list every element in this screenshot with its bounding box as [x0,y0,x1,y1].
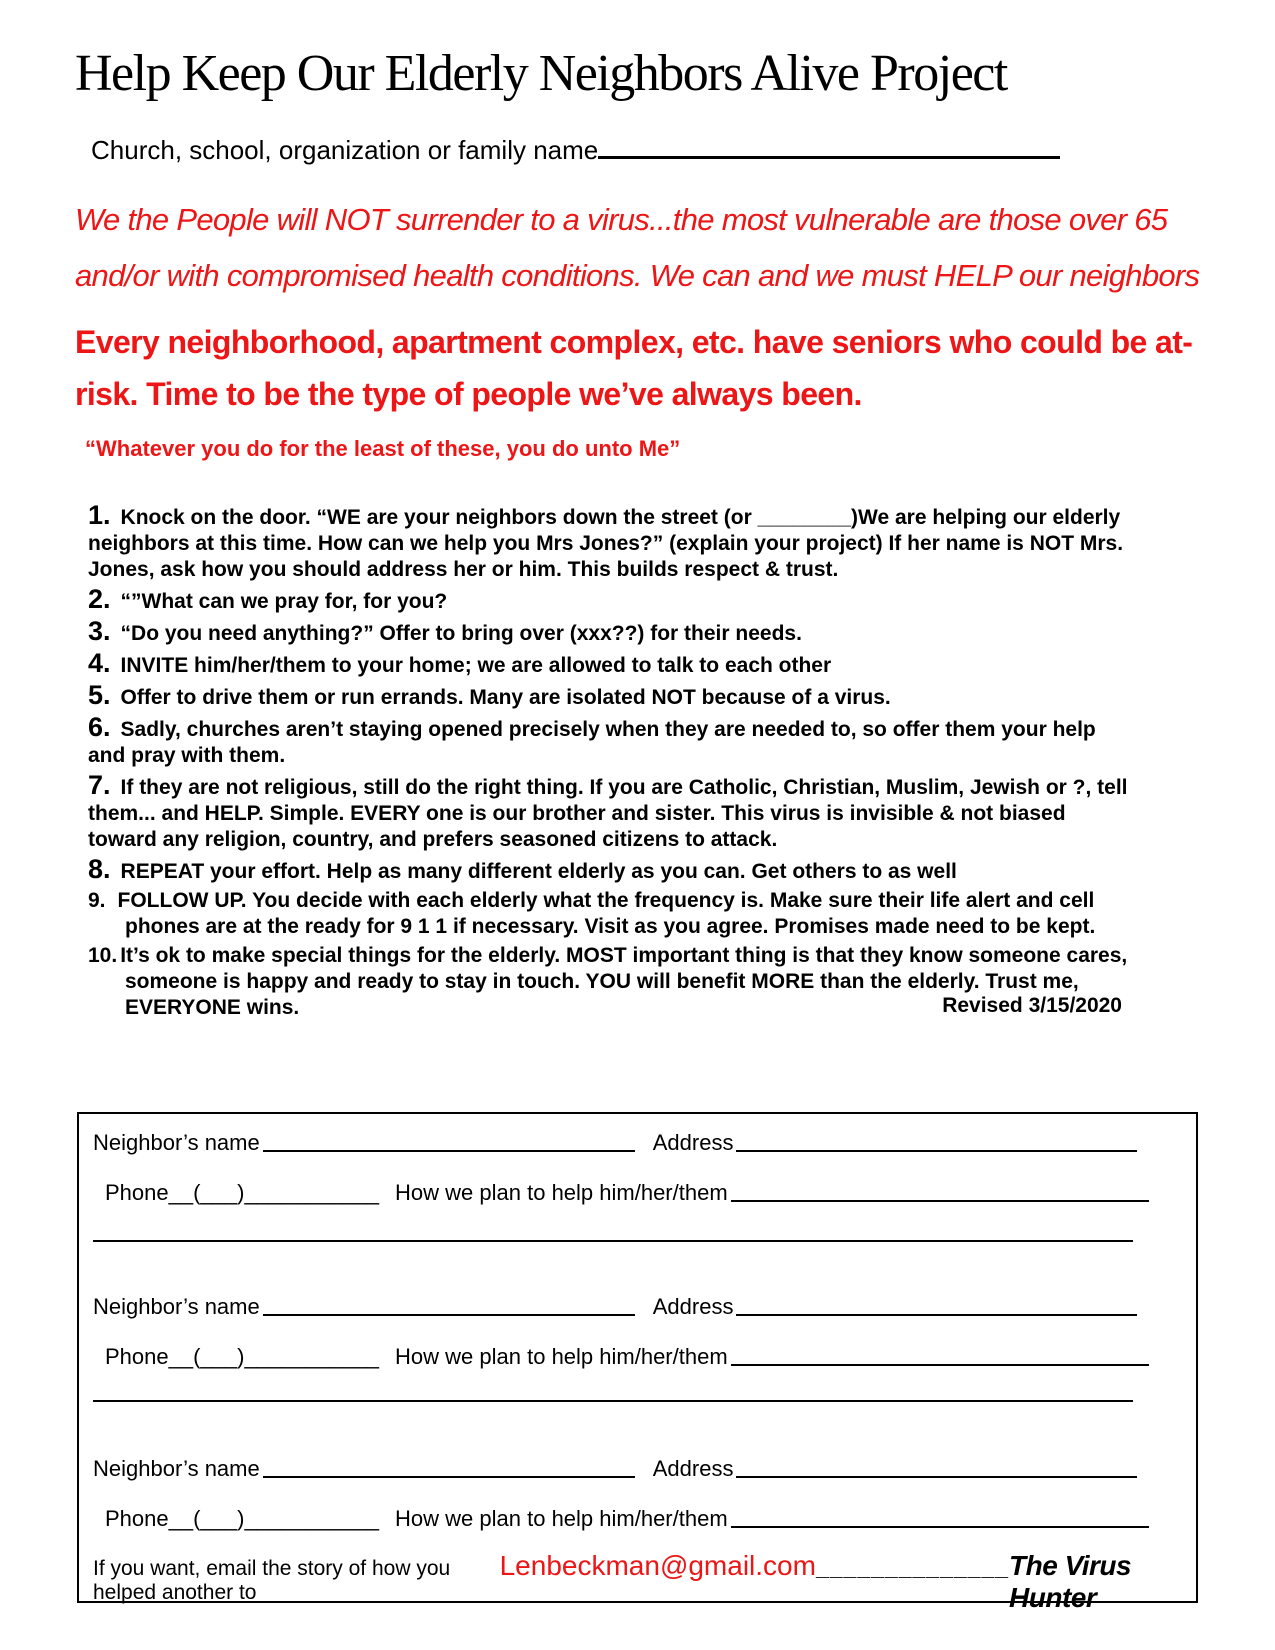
intro-paragraph: We the People will NOT surrender to a virus...the most vulnerable are those over 65 and/or with compromised health conditions. We can and we must HELP our neighbors [75,202,1200,293]
item-text: Knock on the door. “WE are your neighbors down the street (or ________)We are helping our elderly neighbors at this time. How can we help you Mrs Jones?” (explain your project) If her name is NOT Mrs. Jones, ask how you should address her or him. This builds respect & trust. [88,506,1124,581]
item-number: 9. [88,889,106,912]
list-item-9 [88,888,1136,940]
notes-blank-line [93,1400,1133,1402]
item-text: It’s ok to make special things for the elderly. MOST important thing is that they know someone cares, someone is happy and ready to stay in touch. YOU will benefit MORE than the elderly. Trust me, EVERYONE wins. [120,944,1128,1019]
list-item-3 [88,618,1136,647]
item-number: 5. [88,680,111,710]
page-title: Help Keep Our Elderly Neighbors Alive Project [75,45,1007,102]
item-text: REPEAT your effort. Help as many different elderly as you can. Get others to as well [120,860,957,883]
email-address: Lenbeckman@gmail.com [499,1550,816,1581]
address-blank-line [736,1149,1137,1152]
item-number: 2. [88,584,111,614]
neighbor-name-row [93,1456,1137,1482]
notes-blank-line [93,1240,1133,1242]
phone-label: Phone__(___)___________ [105,1506,380,1531]
item-text: Sadly, churches aren’t staying opened precisely when they are needed to, so offer them your help and pray with them. [88,718,1096,767]
neighbor-name-label: Neighbor’s name [93,1294,260,1319]
address-blank-line [736,1313,1137,1316]
form-footer-row [93,1550,1173,1614]
item-number: 8. [88,854,111,884]
list-item-5 [88,682,1136,711]
phone-label: Phone__(___)___________ [105,1180,380,1205]
address-blank-line [736,1475,1137,1478]
item-number: 10. [88,944,118,967]
address-label: Address [652,1456,734,1481]
item-text: If they are not religious, still do the right thing. If you are Catholic, Christian, Muslim, Jewish or ?, tell them... and HELP. Simple. EVERY one is our brother and sister. This virus is invisible & not biased toward any religion, country, and prefers seasoned citizens to attack. [88,776,1128,851]
address-label: Address [652,1130,734,1155]
footer-blank-line: ______________ [815,1554,1010,1580]
list-item-1 [88,502,1136,583]
item-number: 4. [88,648,111,678]
item-text: INVITE him/her/them to your home; we are allowed to talk to each other [120,654,832,677]
list-item-8 [88,856,1136,885]
plan-blank-line [731,1199,1149,1202]
item-text: “Do you need anything?” Offer to bring over (xxx??) for their needs. [120,622,802,645]
phone-plan-row [93,1506,1149,1532]
instruction-list [88,502,1136,1021]
neighbor-name-row [93,1294,1137,1320]
plan-label: How we plan to help him/her/them [395,1506,728,1531]
list-item-2 [88,586,1136,615]
neighbor-form-box [77,1112,1198,1613]
footer-prefix: If you want, email the story of how you helped another to [93,1557,451,1604]
item-number: 1. [88,500,111,530]
plan-blank-line [731,1363,1149,1366]
callout-paragraph: Every neighborhood, apartment complex, etc. have seniors who could be at-risk. Time to be the type of people we’ve always been. [75,324,1193,412]
item-number: 6. [88,712,111,742]
item-text: Offer to drive them or run errands. Many are isolated NOT because of a virus. [120,686,891,709]
phone-plan-row [93,1180,1149,1206]
list-item-6 [88,714,1136,769]
item-number: 3. [88,616,111,646]
revised-date: Revised 3/15/2020 [942,994,1122,1017]
plan-label: How we plan to help him/her/them [395,1344,728,1369]
item-text: FOLLOW UP. You decide with each elderly what the frequency is. Make sure their life alert and cell phones are at the ready for 9 1 1 if necessary. Visit as you agree. Promises made need to be kept. [117,889,1096,938]
plan-label: How we plan to help him/her/them [395,1180,728,1205]
list-item-4 [88,650,1136,679]
scripture-quote: “Whatever you do for the least of these, you do unto Me” [85,436,681,461]
neighbor-name-row [93,1130,1137,1156]
neighbor-name-blank-line [263,1149,635,1152]
neighbor-name-blank-line [263,1475,635,1478]
neighbor-name-label: Neighbor’s name [93,1456,260,1481]
address-label: Address [652,1294,734,1319]
plan-blank-line [731,1525,1149,1528]
list-item-7 [88,772,1136,853]
phone-label: Phone__(___)___________ [105,1344,380,1369]
phone-plan-row [93,1344,1149,1370]
neighbor-name-blank-line [263,1313,635,1316]
org-name-row [75,135,1205,166]
org-name-label: Church, school, organization or family name [91,135,599,165]
signature: The Virus Hunter [1009,1550,1132,1613]
list-item-10 [88,943,1136,1021]
org-name-blank-line [598,136,1060,159]
item-text: “”What can we pray for, for you? [120,590,448,613]
item-number: 7. [88,770,111,800]
neighbor-name-label: Neighbor’s name [93,1130,260,1155]
